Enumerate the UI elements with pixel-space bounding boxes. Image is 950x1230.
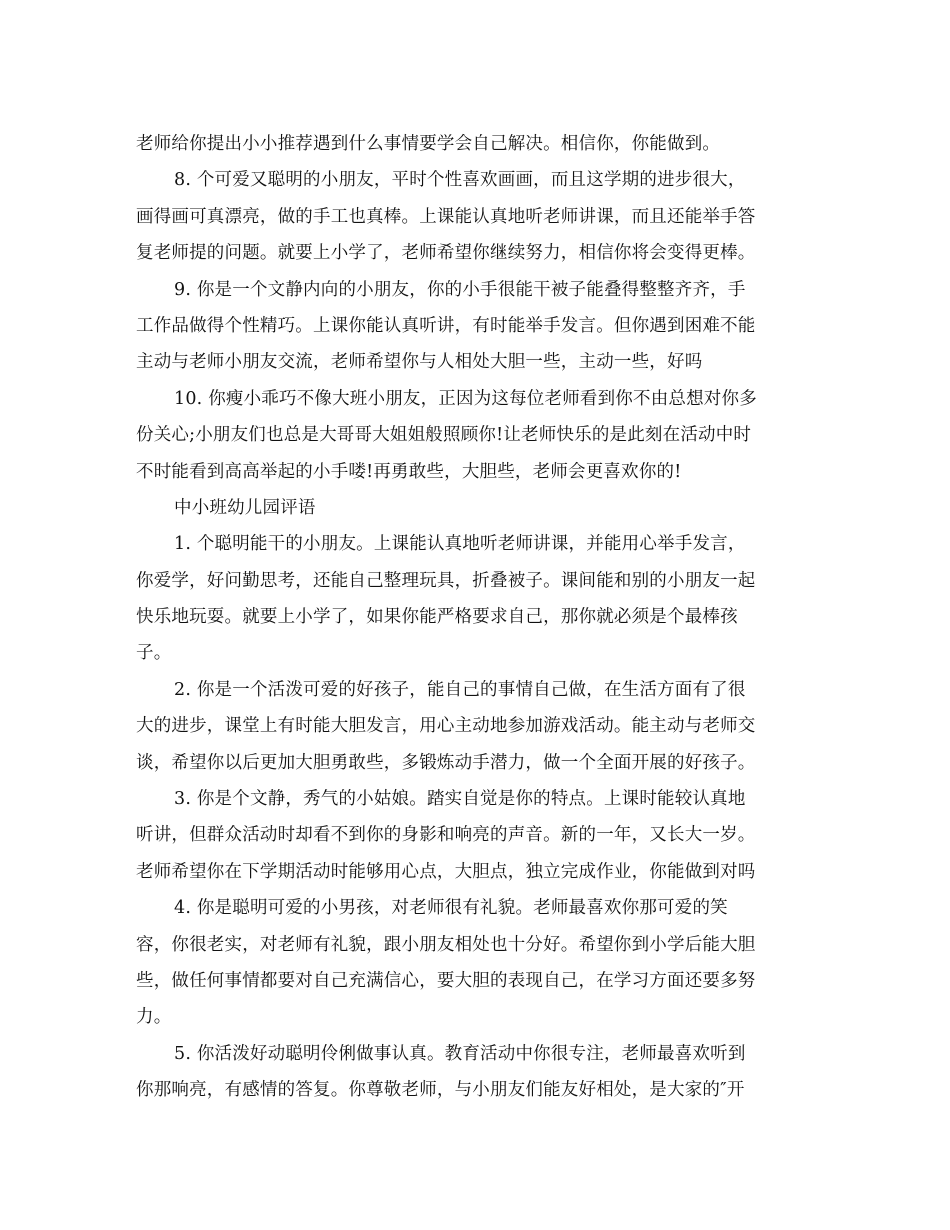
text-line: 2. 你是一个活泼可爱的好孩子，能自己的事情自己做，在生活方面有了很 (174, 679, 746, 700)
text-line: 主动与老师小朋友交流，老师希望你与人相处大胆一些，主动一些，好吗 (136, 352, 703, 373)
text-line: 1. 个聪明能干的小朋友。上课能认真地听老师讲课，并能用心举手发言， (174, 534, 746, 555)
text-line: 画得画可真漂亮，做的手工也真棒。上课能认真地听老师讲课，而且还能举手答 (136, 206, 756, 227)
text-line: 不时能看到高高举起的小手喽!再勇敢些，大胆些，老师会更喜欢你的! (136, 461, 682, 482)
text-line: 3. 你是个文静，秀气的小姑娘。踏实自觉是你的特点。上课时能较认真地 (174, 789, 746, 810)
text-line: 8. 个可爱又聪明的小朋友，平时个性喜欢画画，而且这学期的进步很大， (174, 170, 746, 191)
text-line: 份关心;小朋友们也总是大哥哥大姐姐般照顾你!让老师快乐的是此刻在活动中时 (136, 425, 752, 446)
text-line: 10. 你瘦小乖巧不像大班小朋友，正因为这每位老师看到你不由总想对你多 (174, 388, 757, 409)
text-line: 力。 (136, 1007, 172, 1028)
document-body (136, 126, 801, 1109)
text-line: 5. 你活泼好动聪明伶俐做事认真。教育活动中你很专注，老师最喜欢听到 (174, 1043, 746, 1064)
text-line: 大的进步，课堂上有时能大胆发言，用心主动地参加游戏活动。能主动与老师交 (136, 716, 756, 737)
text-line: 老师给你提出小小推荐遇到什么事情要学会自己解决。相信你，你能做到。 (136, 134, 721, 154)
text-line: 复老师提的问题。就要上小学了，老师希望你继续努力，相信你将会变得更棒。 (136, 243, 756, 264)
text-line: 快乐地玩耍。就要上小学了，如果你能严格要求自己，那你就必须是个最棒孩 (136, 607, 738, 628)
text-line: 9. 你是一个文静内向的小朋友，你的小手很能干被子能叠得整整齐齐，手 (174, 279, 746, 300)
text-line: 些，做任何事情都要对自己充满信心，要大胆的表现自己，在学习方面还要多努 (136, 970, 756, 991)
text-line: 中小班幼儿园评语 (174, 497, 316, 518)
text-line: 谈，希望你以后更加大胆勇敢些，多锻炼动手潜力，做一个全面开展的好孩子。 (136, 752, 756, 773)
text-line: 子。 (136, 643, 172, 664)
text-line: 4. 你是聪明可爱的小男孩，对老师很有礼貌。老师最喜欢你那可爱的笑 (174, 898, 728, 919)
text-line: 容，你很老实，对老师有礼貌，跟小朋友相处也十分好。希望你到小学后能大胆 (136, 934, 756, 955)
text-line: 你那响亮，有感情的答复。你尊敬老师，与小朋友们能友好相处，是大家的″开 (136, 1080, 745, 1101)
text-line: 你爱学，好问勤思考，还能自己整理玩具，折叠被子。课间能和别的小朋友一起 (136, 570, 756, 591)
text-line: 听讲，但群众活动时却看不到你的身影和响亮的声音。新的一年，又长大一岁。 (136, 825, 756, 846)
text-line: 工作品做得个性精巧。上课你能认真听讲，有时能举手发言。但你遇到困难不能 (136, 315, 756, 336)
text-line: 老师希望你在下学期活动时能够用心点，大胆点，独立完成作业，你能做到对吗 (136, 861, 756, 882)
